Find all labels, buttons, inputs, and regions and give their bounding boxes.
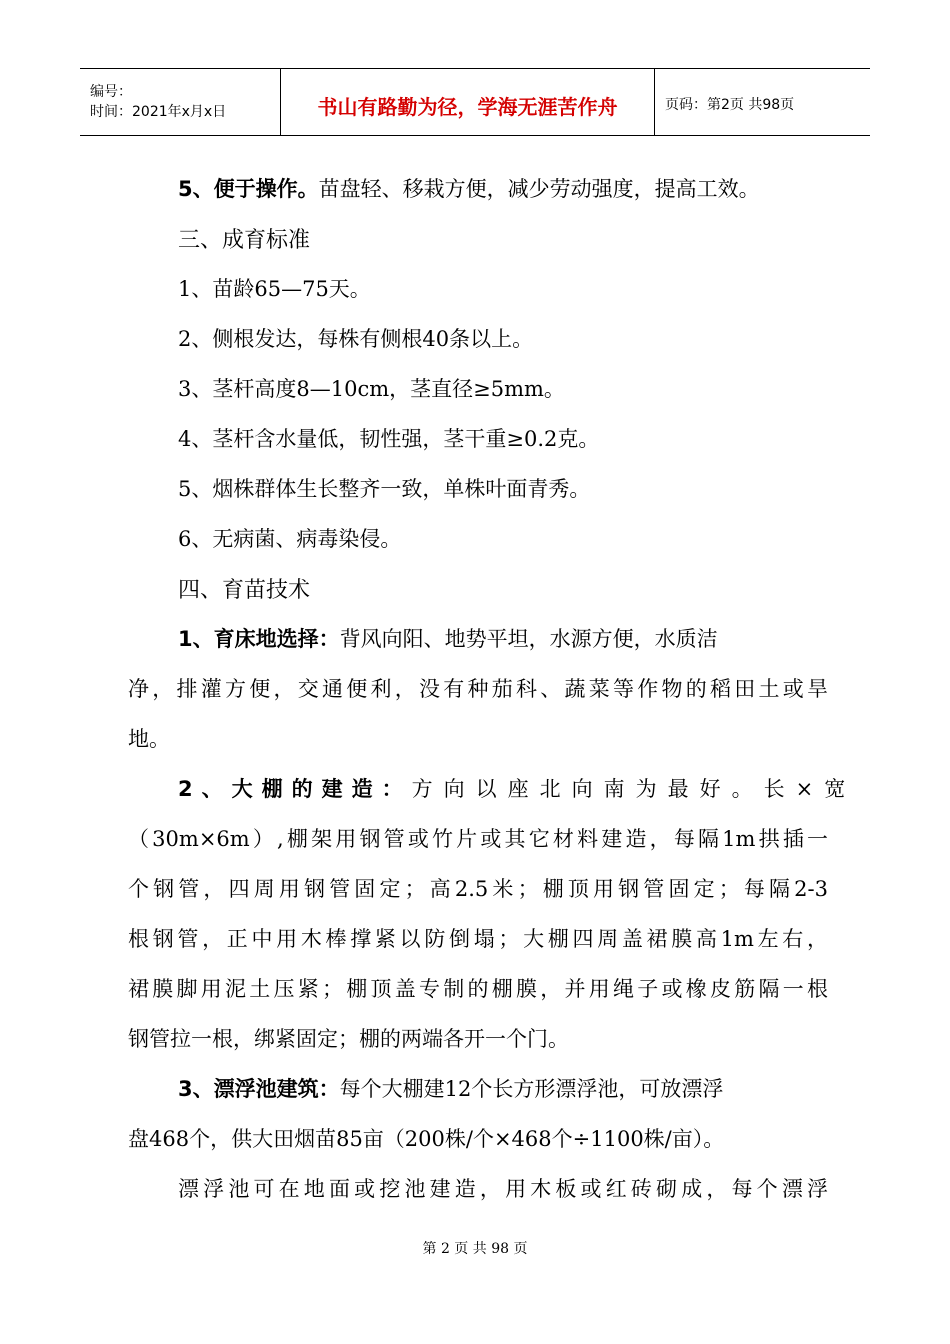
tech-1-line-3: 地。 [128,727,170,751]
point-text: 苗盘轻、移栽方便，减少劳动强度，提高工效。 [318,177,760,201]
tech-1-line-1 [178,623,828,653]
time-label: 时间：2021年x月x日 [90,104,227,120]
tech-2-line-5: 裙膜脚用泥土压紧；棚顶盖专制的棚膜，并用绳子或橡皮筋隔一根 [128,977,828,1001]
header-left-cell [80,69,281,135]
tech-2-line-6: 钢管拉一根，绑紧固定；棚的两端各开一个门。 [128,1027,569,1051]
section-title-technique: 四、育苗技术 [178,578,311,603]
tech-2-text: 方向以座北向南为最好。长×宽 [411,777,857,801]
tech-3-text: 每个大棚建12个长方形漂浮池，可放漂浮 [339,1077,724,1101]
paragraph-easy-operation [178,173,878,203]
tech-3-line-3: 漂浮池可在地面或挖池建造，用木板或红砖砌成，每个漂浮 [178,1177,828,1201]
page-footer: 第 2 页 共 98 页 [422,1241,528,1257]
standard-item-3: 3、茎杆高度8—10cm，茎直径≥5mm。 [178,377,565,401]
header-motto: 书山有路勤为径，学海无涯苦作舟 [281,69,655,135]
tech-2-line-4: 根钢管，正中用木棒撑紧以防倒塌；大棚四周盖裙膜高1m左右， [128,927,828,951]
serial-label: 编号： [90,84,132,100]
tech-3-title: 3、漂浮池建筑： [178,1077,340,1101]
tech-1-text: 背风向阳、地势平坦，水源方便，水质洁 [339,627,718,651]
tech-2-line-2: （30m×6m）,棚架用钢管或竹片或其它材料建造，每隔1m拱插一 [128,827,828,851]
header-table [80,68,870,136]
tech-3-line-1 [178,1073,828,1103]
section-title-standard: 三、成育标准 [178,228,311,253]
tech-2-title: 2、大棚的建造： [178,777,412,801]
standard-item-2: 2、侧根发达，每株有侧根40条以上。 [178,327,534,351]
tech-2-line-1 [178,773,857,803]
tech-1-line-2: 净，排灌方便，交通便利，没有种茄科、蔬菜等作物的稻田土或旱 [128,677,828,701]
standard-item-1: 1、苗龄65—75天。 [178,277,371,301]
standard-item-4: 4、茎杆含水量低，韧性强，茎干重≥0.2克。 [178,427,600,451]
tech-2-line-3: 个钢管，四周用钢管固定；高2.5米；棚顶用钢管固定；每隔2-3 [128,877,828,901]
standard-item-5: 5、烟株群体生长整齐一致，单株叶面青秀。 [178,477,591,501]
tech-1-title: 1、育床地选择： [178,627,340,651]
tech-3-line-2: 盘468个，供大田烟苗85亩（200株/个×468个÷1100株/亩）。 [128,1127,725,1151]
header-page-info: 页码：第2页 共98页 [665,97,795,113]
point-title: 5、便于操作。 [178,177,319,201]
standard-item-6: 6、无病菌、病毒染侵。 [178,527,402,551]
